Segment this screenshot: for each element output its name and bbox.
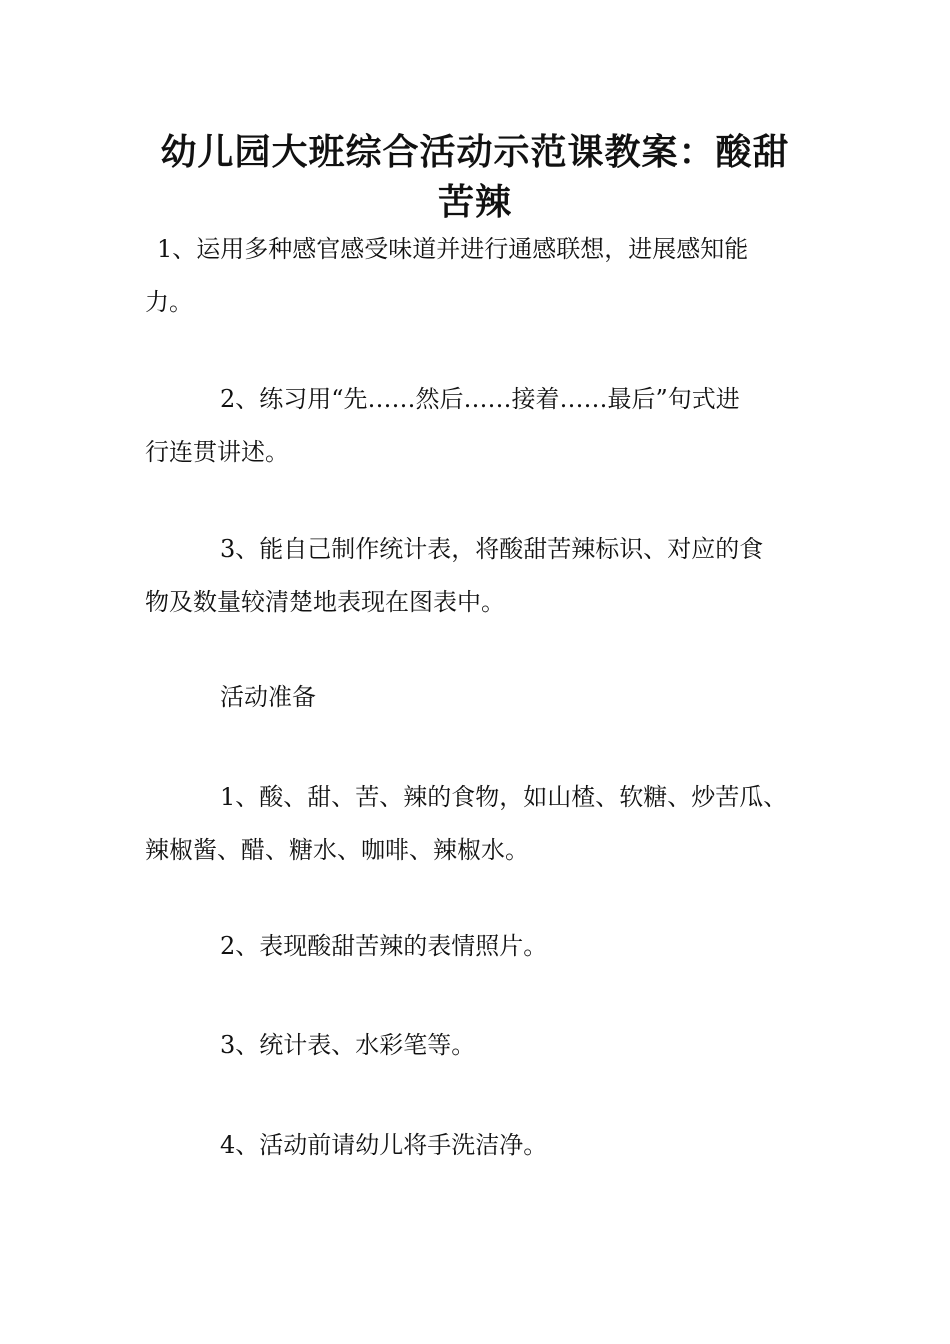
paragraph-line: 1、酸、甜、苦、辣的食物，如山楂、软糖、炒苦瓜、 [220, 783, 788, 811]
paragraph-line: 物及数量较清楚地表现在图表中。 [145, 588, 505, 616]
preparation-1 [145, 771, 815, 877]
preparation-4 [145, 1119, 815, 1172]
preparation-3 [145, 1019, 815, 1072]
paragraph-line: 2、表现酸甜苦辣的表情照片。 [220, 932, 548, 960]
paragraph-line: 3、统计表、水彩笔等。 [220, 1031, 476, 1059]
paragraph-line: 力。 [145, 288, 193, 316]
paragraph-line: 行连贯讲述。 [145, 438, 289, 466]
paragraph-line: 4、活动前请幼儿将手洗洁净。 [220, 1131, 548, 1159]
preparation-2 [145, 920, 815, 973]
objective-2 [145, 373, 815, 479]
title-line-1: 幼儿园大班综合活动示范课教案：酸甜 [160, 132, 790, 173]
paragraph-line: 辣椒酱、醋、糖水、咖啡、辣椒水。 [145, 836, 529, 864]
title-line-2: 苦辣 [437, 182, 512, 223]
paragraph-line: 3、能自己制作统计表，将酸甜苦辣标识、对应的食 [220, 535, 764, 563]
paragraph-line: 2、练习用“先……然后……接着……最后”句式进 [220, 385, 740, 413]
paragraph-line: 活动准备 [220, 683, 316, 711]
paragraph-line: 1、运用多种感官感受味道并进行通感联想，进展感知能 [157, 235, 749, 263]
document-title [120, 128, 830, 228]
objective-1 [145, 223, 815, 329]
objective-3 [145, 523, 815, 629]
section-heading-preparation [145, 671, 815, 724]
